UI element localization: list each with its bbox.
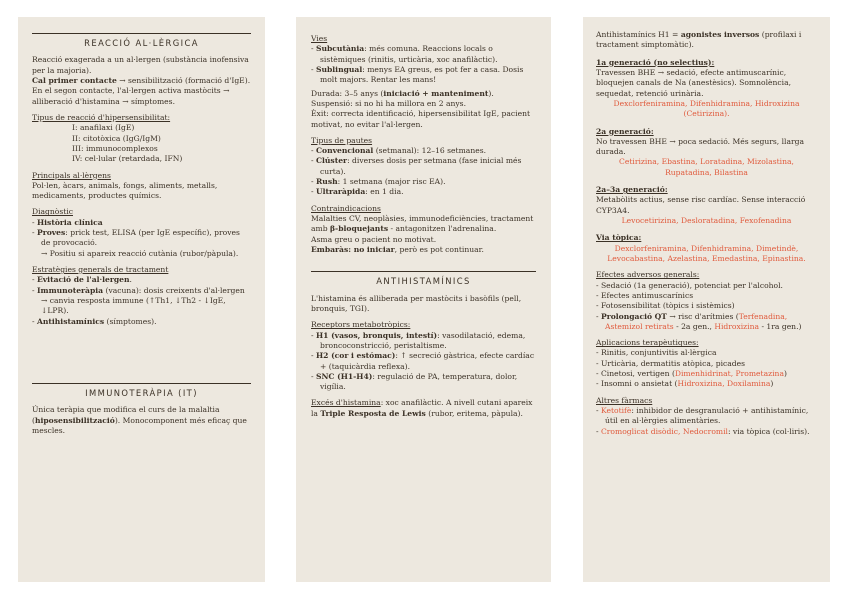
schedules-heading: Tipus de pautes <box>311 135 373 145</box>
uses-list <box>596 348 817 389</box>
receptors-list <box>311 331 536 393</box>
duration-text: Durada: 3–5 anys (iniciació + manteniment). <box>311 88 494 98</box>
suspension-text: Suspensió: si no hi ha millora en 2 anys. <box>311 98 466 108</box>
gen1-heading: 1a generació (no selectius): <box>596 57 715 67</box>
contraindications-pregnancy: Embaràs: no iniciar, però es pot continuar. <box>311 244 484 254</box>
list-item: - Cromoglicat disòdic, Nedocromil: via tòpica (col·liris). <box>596 427 817 437</box>
spacer <box>32 327 251 377</box>
allergy-intro: Reacció exagerada a un al·lergen (substància inofensiva per la majoria). <box>32 55 249 75</box>
contraindications-text: Malalties CV, neoplàsies, immunodeficiències, tractament amb β-bloquejants - antagonitzen l'adrenalina. <box>311 214 534 234</box>
list-item: - Subcutània: més comuna. Reaccions locals o sistèmiques (rinitis, urticària, xoc anafilàctic). <box>311 44 536 65</box>
gen3-text: Metabòlits actius, sense risc cardíac. Sense interacció CYP3A4. <box>596 195 806 215</box>
diagnosis-note: → Positiu si apareix reacció cutània (rubor/pàpula). <box>41 248 239 258</box>
type-item: III: immunocomplexos <box>72 143 158 153</box>
list-item: - Clúster: diverses dosis per setmana (fase inicial més curta). <box>311 156 536 177</box>
contraindications-heading: Contraindicacions <box>311 203 381 213</box>
list-item: - Prolongació QT → risc d'arítmies (Terfenadina, Astemizol retirats - 2a gen., Hidroxizina - 1ra gen.) <box>596 312 817 333</box>
hypersensitivity-types <box>32 123 251 164</box>
list-item: - Sublingual: menys EA greus, es pot fer a casa. Dosis molt majors. Rentar les mans! <box>311 65 536 86</box>
histamine-intro: L'histamina és alliberada per mastòcits i basòfils (pell, bronquis, TGI). <box>311 293 522 313</box>
gen3-heading: 2a–3a generació: <box>596 185 668 195</box>
column-antihistamines <box>583 17 830 582</box>
diagnosis-list <box>32 218 251 249</box>
list-item: - Rush: 1 setmana (major risc EA). <box>311 177 536 187</box>
list-item: - Fotosensibilitat (tòpics i sistèmics) <box>596 301 817 311</box>
list-item: - Insomni o ansietat (Hidroxizina, Doxilamina) <box>596 379 817 389</box>
section-title-immunotherapy: IMMUNOTERÀPIA (IT) <box>32 383 251 399</box>
type-item: IV: cel·lular (retardada, IFN) <box>72 154 183 164</box>
routes-list <box>311 44 536 85</box>
gen1-text: Travessen BHE → sedació, efecte antimuscarínic, bloquejen canals de Na (anestèsics). Somnolència, sequedat, retenció urinària. <box>596 67 792 98</box>
list-item: - Efectes antimuscarínics <box>596 291 817 301</box>
list-item: - H1 (vasos, bronquis, intestí): vasodilatació, edema, broncoconstricció, peristaltisme. <box>311 331 536 352</box>
list-item: - SNC (H1-H4): regulació de PA, temperatura, dolor, vigília. <box>311 372 536 393</box>
column-allergy <box>18 17 265 582</box>
type-item: II: citotòxica (IgG/IgM) <box>72 133 161 143</box>
strategies-list <box>32 275 251 327</box>
gen2-heading: 2a generació: <box>596 126 654 136</box>
adverse-list <box>596 281 817 333</box>
list-item: - Evitació de l'al·lergen. <box>32 275 251 285</box>
contraindications-asthma: Asma greu o pacient no motivat. <box>311 234 437 244</box>
uses-heading: Aplicacions terapèutiques: <box>596 338 699 348</box>
list-item: - Sedació (1a generació), potenciat per l'alcohol. <box>596 281 817 291</box>
list-item: - Ultraràpida: en 1 dia. <box>311 187 536 197</box>
list-item: - Història clínica <box>32 218 251 228</box>
list-item: - Immunoteràpia (vacuna): dosis creixents d'al·lergen → canvia resposta immune (↑Th1, ↓Th2 - ↓IgE, ↓LPR). <box>32 286 251 317</box>
gen2-drugs: Cetirizina, Ebastina, Loratadina, Mizolastina, Rupatadina, Bilastina <box>619 157 794 177</box>
section-title-allergy: REACCIÓ AL·LÈRGICA <box>32 33 251 49</box>
others-heading: Altres fàrmacs <box>596 395 653 405</box>
section-title-antihistamines: ANTIHISTAMÍNICS <box>311 271 536 287</box>
column-immunotherapy <box>296 17 551 582</box>
immunotherapy-text: Única teràpia que modifica el curs de la malaltia (hiposensibilització). Monocomponent més eficaç que mescles. <box>32 405 247 435</box>
type-item: I: anafilaxi (IgE) <box>72 123 135 133</box>
routes-heading: Vies <box>311 34 328 43</box>
histamine-excess: Excés d'histamina: xoc anafilàctic. A nivell cutani apareix la Triple Resposta de Lewis (rubor, eritema, pàpula). <box>311 398 533 418</box>
list-item: - Proves: prick test, ELISA (per IgE específic), proves de provocació. <box>32 228 251 249</box>
h1-intro: Antihistamínics H1 = agonistes inversos (profilaxi i tractament simptomàtic). <box>596 30 802 50</box>
gen1-drugs: Dexclorfeniramina, Difenhidramina, Hidroxizina (Cetirizina). <box>613 98 800 119</box>
receptors-heading: Receptors metabotròpics: <box>311 320 411 330</box>
first-contact-text: Cal primer contacte → sensibilització (formació d'IgE). En el segon contacte, l'al·lergen activa mastòcits → alliberació d'histamina → símptomes. <box>32 76 251 106</box>
allergens-text: Pol·len, àcars, animals, fongs, aliments, metalls, medicaments, productes químics. <box>32 180 218 201</box>
diagnosis-heading: Diagnòstic <box>32 207 73 217</box>
gen3-drugs: Levocetirizina, Desloratadina, Fexofenadina <box>621 216 792 225</box>
list-item: - Antihistamínics (símptomes). <box>32 317 251 327</box>
list-item: - Convencional (setmanal): 12–16 setmanes. <box>311 146 536 156</box>
strategies-heading: Estratègies generals de tractament <box>32 265 169 275</box>
types-heading: Tipus de reacció d'hipersensibilitat: <box>32 112 171 122</box>
list-item: - Urticària, dermatitis atòpica, picades <box>596 359 817 369</box>
allergens-heading: Principals al·lèrgens <box>32 170 111 180</box>
schedules-list <box>311 146 536 198</box>
list-item: - H2 (cor i estómac): ↑ secreció gàstrica, efecte cardíac + (taquicàrdia reflexa). <box>311 351 536 372</box>
list-item: - Rinitis, conjuntivitis al·lèrgica <box>596 348 817 358</box>
adverse-heading: Efectes adversos generals: <box>596 270 700 280</box>
topical-heading: Via tòpica: <box>596 233 642 243</box>
list-item: - Ketotifè: inhibidor de desgranulació + antihistamínic, útil en al·lèrgies alimentàries. <box>596 406 817 427</box>
list-item: - Cinetosi, vertigen (Dimenhidrinat, Prometazina) <box>596 369 817 379</box>
success-text: Èxit: correcta identificació, hipersensibilitat IgE, pacient motivat, no evitar l'al·lergen. <box>311 109 531 129</box>
gen2-text: No travessen BHE → poca sedació. Més segurs, llarga durada. <box>596 136 804 157</box>
topical-drugs: Dexclorfeniramina, Difenhidramina, Dimetindè, Levocabastina, Azelastina, Emedastina, Epinastina. <box>607 243 806 263</box>
others-list <box>596 406 817 437</box>
